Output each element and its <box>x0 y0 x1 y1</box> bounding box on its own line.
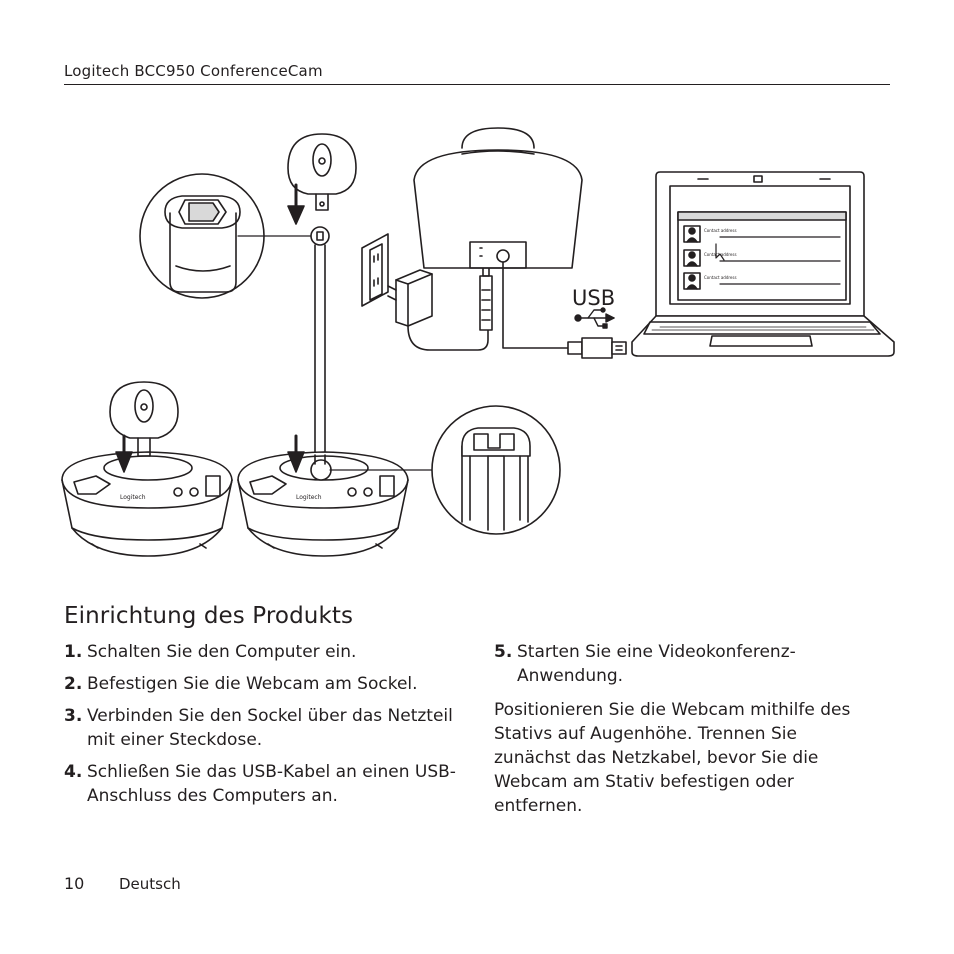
step-number: 4. <box>64 762 83 782</box>
webcam-icon <box>288 134 356 210</box>
step-text: Befestigen Sie die Webcam am Sockel. <box>87 674 418 694</box>
setup-illustration <box>60 125 900 565</box>
usb-label: USB <box>572 286 616 310</box>
setup-steps-list <box>64 640 464 816</box>
step-text: Schalten Sie den Computer ein. <box>87 642 357 662</box>
step-text: Starten Sie eine Videokonferenz-Anwendung. <box>517 642 796 686</box>
section-title: Einrichtung des Produkts <box>64 603 354 629</box>
step-item <box>64 672 464 696</box>
step-item <box>494 640 874 688</box>
brand-label: Logitech <box>120 494 146 501</box>
contact-label: Contact address <box>704 252 737 257</box>
header-rule <box>64 84 890 85</box>
speakerphone-base-icon <box>62 452 232 556</box>
usb-symbol-icon <box>575 308 614 328</box>
positioning-paragraph: Positionieren Sie die Webcam mithilfe des Stativs auf Augenhöhe. Trennen Sie zunächst das Netzkabel, bevor Sie die Webcam am Stativ befestigen oder entfernen. <box>494 700 851 816</box>
step-number: 2. <box>64 674 83 694</box>
stand-foot-zoom-circle <box>432 406 560 534</box>
step-number: 5. <box>494 642 513 662</box>
page-language: Deutsch <box>119 875 181 893</box>
step-item <box>64 640 464 664</box>
wall-outlet-icon <box>362 234 388 306</box>
webcam-icon <box>110 382 178 456</box>
step-item <box>64 704 464 752</box>
step-item <box>64 760 464 808</box>
power-plug-icon <box>388 270 488 350</box>
brand-label: Logitech <box>296 494 322 501</box>
contact-label: Contact address <box>704 228 737 233</box>
usb-cable-plug <box>568 338 626 358</box>
running-header: Logitech BCC950 ConferenceCam <box>64 62 323 80</box>
step-number: 3. <box>64 706 83 726</box>
step-text: Verbinden Sie den Sockel über das Netzteil mit einer Steckdose. <box>87 706 453 750</box>
laptop-icon <box>632 172 894 356</box>
contact-label: Contact address <box>704 275 737 280</box>
step-number: 1. <box>64 642 83 662</box>
speakerphone-base-back <box>414 128 582 348</box>
step-text: Schließen Sie das USB-Kabel an einen USB-Anschluss des Computers an. <box>87 762 456 806</box>
page-number: 10 <box>64 874 85 893</box>
right-column <box>494 640 874 818</box>
